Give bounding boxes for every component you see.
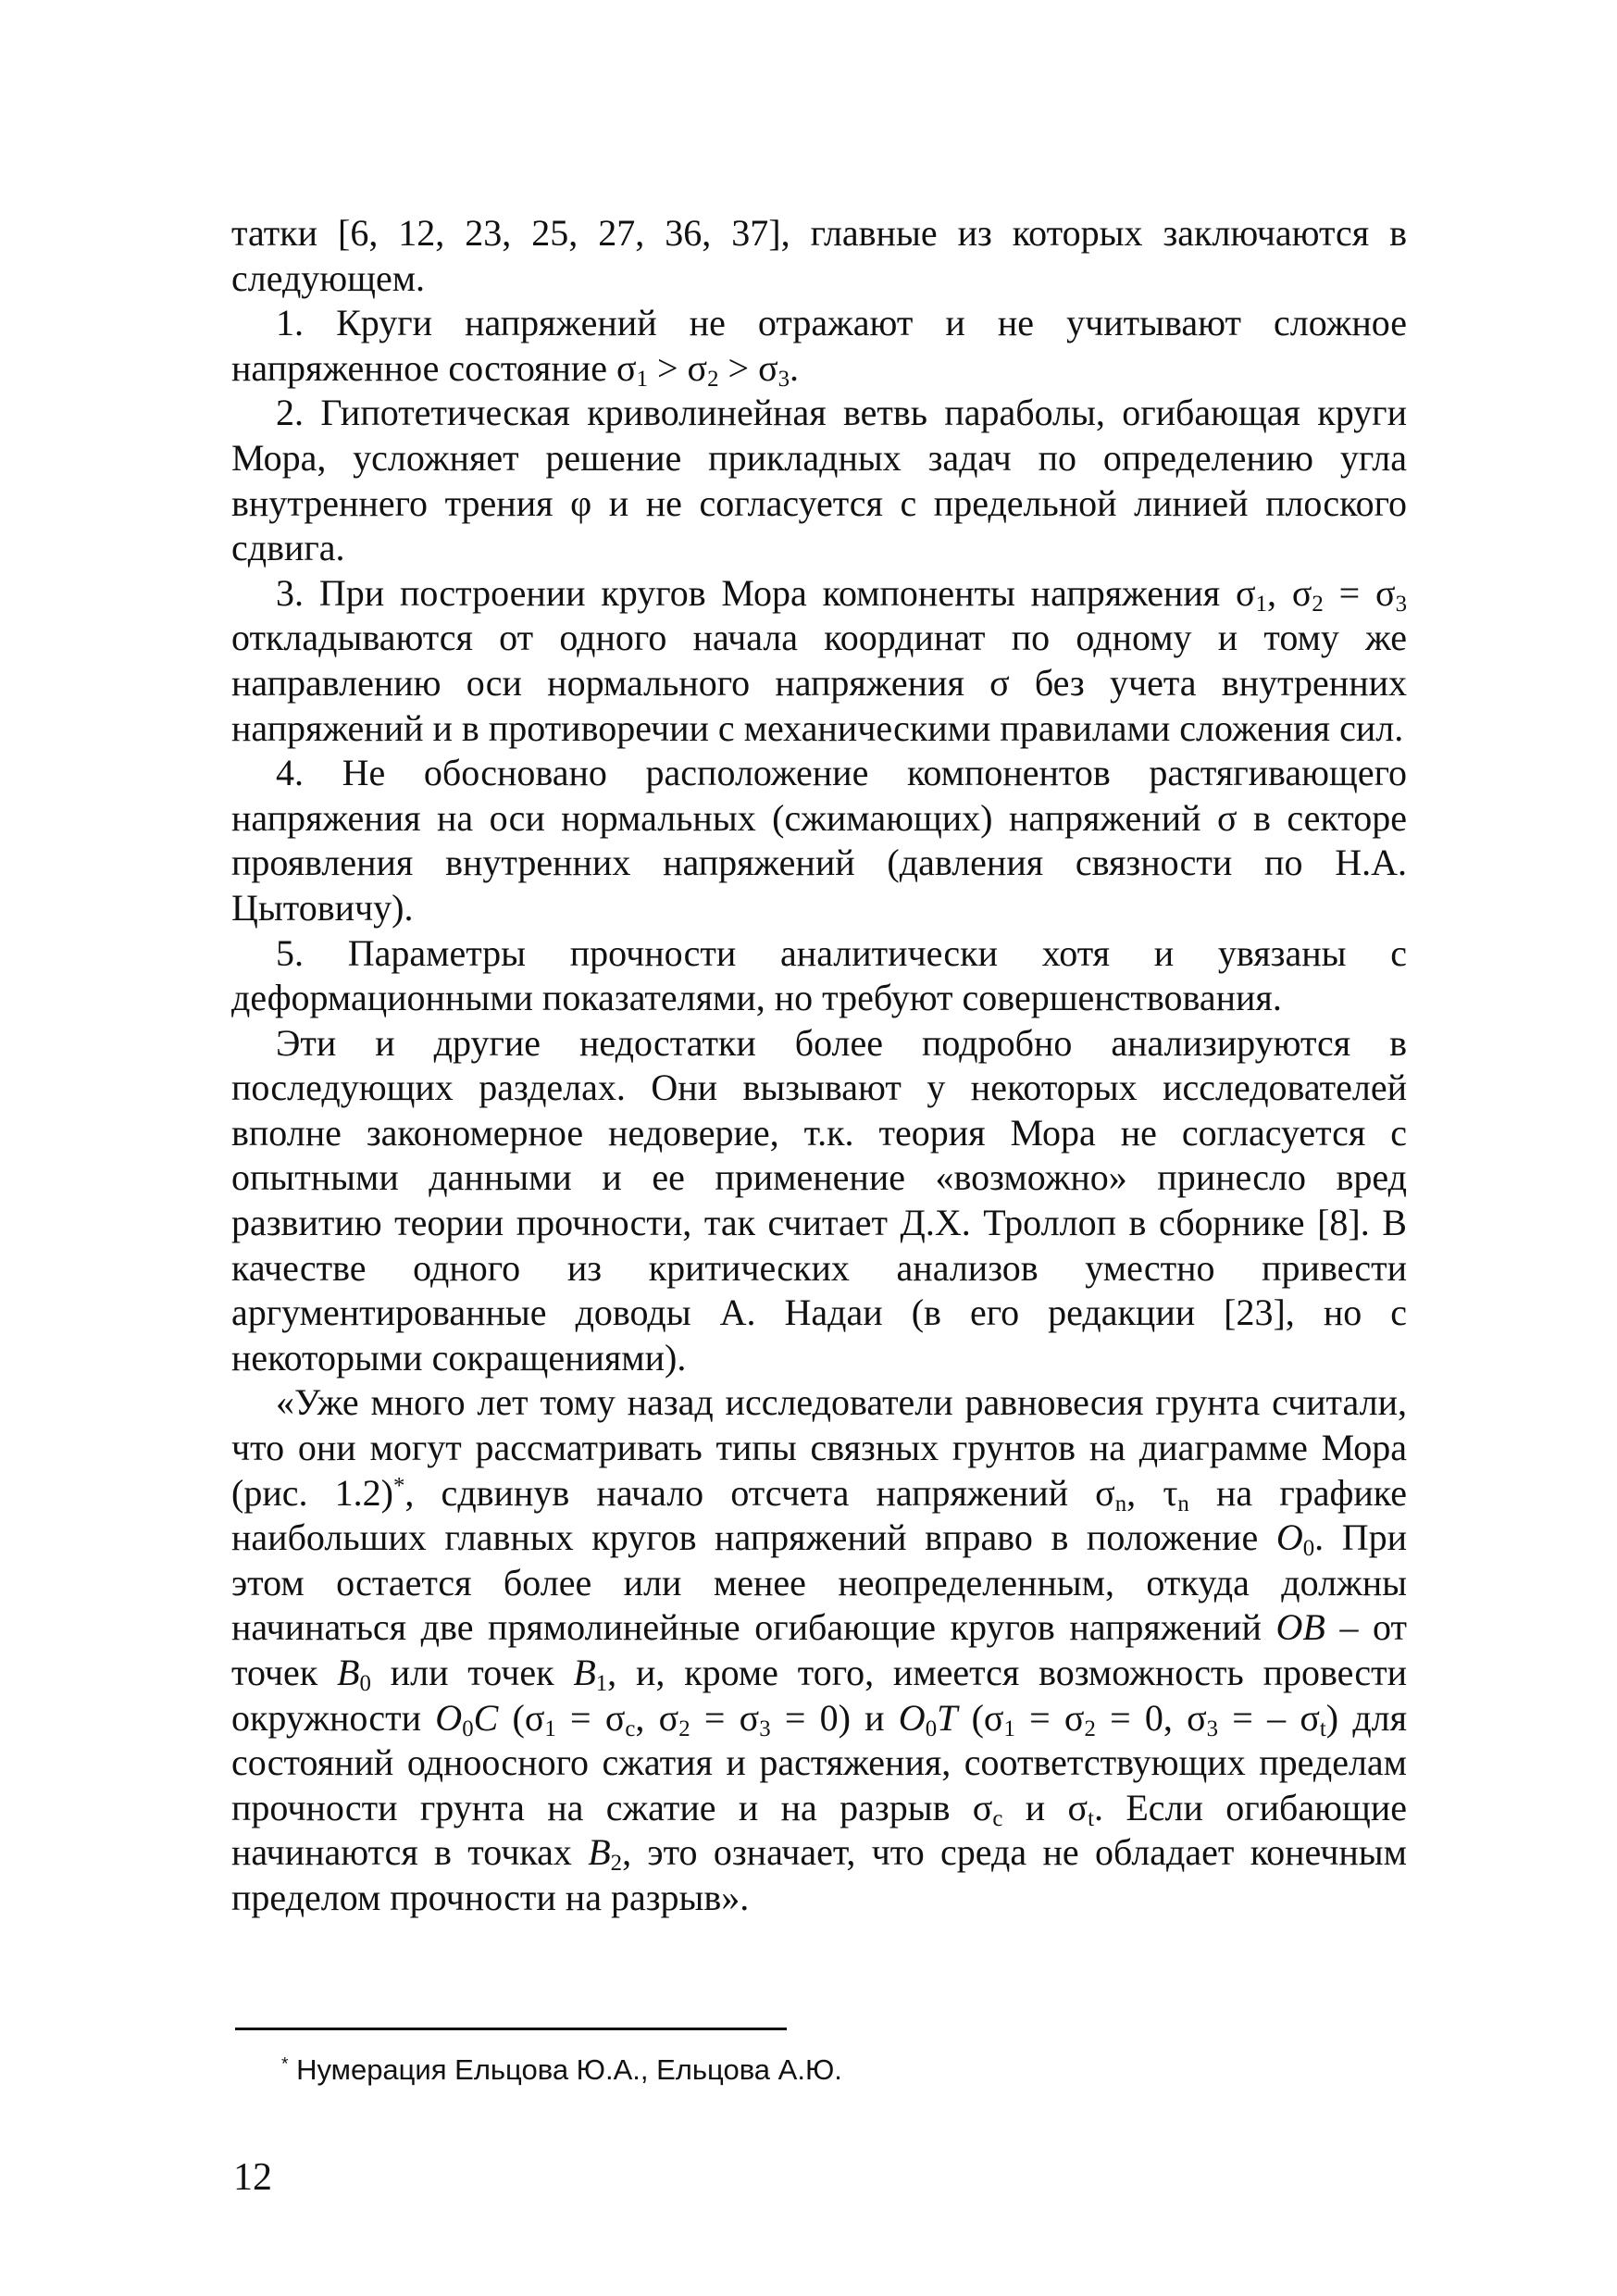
text: , σ bbox=[1267, 571, 1312, 614]
text: = – σ bbox=[1218, 1696, 1320, 1739]
footnote-divider bbox=[235, 2028, 787, 2030]
subscript: 1 bbox=[544, 1716, 556, 1741]
text: , это означает, что среда не обладает конечным пределом прочности на разрыв». bbox=[231, 1831, 1407, 1918]
text: = 0, σ bbox=[1095, 1696, 1207, 1739]
page-number: 12 bbox=[233, 2156, 272, 2199]
subscript: c bbox=[625, 1716, 636, 1741]
text: . При этом остается более или менее неопределенным, откуда должны начинаться две прямолинейные огибающие кругов напряжений bbox=[231, 1516, 1408, 1649]
text: «Уже много лет тому назад исследователи равновесия грунта считали, что они могут рассматривать типы связных грунтов на диаграмме Мора (рис. 1.2) bbox=[231, 1381, 1407, 1514]
text: (σ bbox=[957, 1696, 1004, 1739]
subscript: t bbox=[1319, 1716, 1326, 1741]
text: > σ bbox=[718, 346, 778, 389]
subscript: 0 bbox=[359, 1671, 371, 1697]
math-symbol: C bbox=[473, 1696, 499, 1739]
text: . Если огибающие начинаются в точках bbox=[231, 1786, 1407, 1874]
paragraph-quote bbox=[231, 1380, 1407, 1920]
text: – от точек bbox=[231, 1606, 1408, 1693]
subscript: n bbox=[1177, 1491, 1189, 1516]
subscript: 3 bbox=[1206, 1716, 1219, 1741]
list-item-3 bbox=[231, 571, 1407, 751]
text: > σ bbox=[647, 346, 708, 389]
text: ) для состояний одноосного сжатия и растяжения, соответствующих пределам прочности грунта на сжатие и на разрыв σ bbox=[231, 1696, 1408, 1828]
subscript: 0 bbox=[925, 1716, 938, 1741]
text: и σ bbox=[1002, 1786, 1088, 1828]
text: = 0) и bbox=[770, 1696, 899, 1739]
text: 1. Круги напряжений не отражают и не учитывают сложное напряженное состояние σ bbox=[231, 302, 1407, 389]
list-item-1 bbox=[231, 301, 1407, 391]
subscript: t bbox=[1088, 1805, 1094, 1831]
footnote-marker: * bbox=[392, 1473, 405, 1498]
subscript: n bbox=[1114, 1491, 1127, 1516]
footnote-text: Нумерация Ельцова Ю.А., Ельцова А.Ю. bbox=[288, 2053, 842, 2086]
subscript: 3 bbox=[777, 366, 790, 392]
text: = σ bbox=[1323, 571, 1396, 614]
page-body bbox=[231, 211, 1407, 1921]
text: или точек bbox=[370, 1652, 574, 1693]
subscript: 2 bbox=[707, 366, 719, 392]
text: на графике наибольших главных кругов напряжений вправо в положение bbox=[231, 1471, 1407, 1559]
text: , и, кроме того, имеется возможность провести окружности bbox=[231, 1652, 1408, 1739]
list-item-5: 5. Параметры прочности аналитически хотя и увязаны с деформационными показателями, но требуют совершенствования. bbox=[231, 931, 1407, 1019]
text: = σ bbox=[555, 1696, 626, 1739]
text: 3. При построении кругов Мора компоненты напряжения σ bbox=[276, 571, 1256, 614]
subscript: 0 bbox=[462, 1716, 474, 1741]
text: , сдвинув начало отсчета напряжений σ bbox=[404, 1471, 1115, 1514]
subscript: 3 bbox=[1395, 591, 1408, 617]
subscript: 1 bbox=[636, 366, 648, 392]
paragraph-intro: татки [6, 12, 23, 25, 27, 36, 37], главные из которых заключаются в следующем. bbox=[231, 212, 1407, 299]
text: . bbox=[790, 346, 800, 389]
footnote bbox=[281, 2052, 1207, 2089]
paragraph-discussion: Эти и другие недостатки более подробно анализируются в последующих разделах. Они вызывают у некоторых исследователей вполне закономерное недоверие, т.к. теория Мора не согласуется с опытными данными и ее применение «возможно» принесло вред развитию теории прочности, так считает Д.Х. Троллоп в сборнике [8]. В качестве одного из критических анализов уместно привести аргументированные доводы А. Надаи (в его редакции [23], но с некоторыми сокращениями). bbox=[231, 1021, 1407, 1379]
math-symbol: B bbox=[573, 1652, 596, 1693]
list-item-2: 2. Гипотетическая криволинейная ветвь параболы, огибающая круги Мора, усложняет решение прикладных задач по определению угла внутреннего трения φ и не согласуется с предельной линией плоского сдвига. bbox=[231, 392, 1407, 569]
math-symbol: O bbox=[898, 1696, 926, 1739]
subscript: 2 bbox=[678, 1716, 690, 1741]
text: , τ bbox=[1126, 1471, 1178, 1514]
subscript: 1 bbox=[1003, 1716, 1015, 1741]
footnote-marker: * bbox=[281, 2054, 289, 2075]
subscript: c bbox=[992, 1805, 1003, 1831]
subscript: 2 bbox=[610, 1851, 623, 1877]
subscript: 1 bbox=[595, 1671, 608, 1697]
math-symbol: O bbox=[1275, 1516, 1303, 1559]
subscript: 1 bbox=[1255, 591, 1267, 617]
math-symbol: OB bbox=[1275, 1606, 1325, 1649]
text: , σ bbox=[635, 1696, 679, 1739]
text: (σ bbox=[498, 1696, 545, 1739]
text: = σ bbox=[690, 1696, 760, 1739]
subscript: 2 bbox=[1312, 591, 1324, 617]
math-symbol: O bbox=[435, 1696, 463, 1739]
list-item-4: 4. Не обосновано расположение компонентов растягивающего напряжения на оси нормальных (сжимающих) напряжений σ в секторе проявления внутренних напряжений (давления связности по Н.А. Цытовичу). bbox=[231, 752, 1407, 929]
math-symbol: T bbox=[937, 1696, 958, 1739]
text: = σ bbox=[1014, 1696, 1085, 1739]
text: откладываются от одного начала координат по одному и тому же направлению оси нормального напряжения σ без учета внутренних напряжений и в противоречии с механическими правилами сложения сил. bbox=[231, 617, 1407, 749]
subscript: 0 bbox=[1302, 1536, 1315, 1562]
subscript: 3 bbox=[759, 1716, 771, 1741]
math-symbol: B bbox=[337, 1652, 360, 1693]
math-symbol: B bbox=[588, 1831, 611, 1874]
subscript: 2 bbox=[1084, 1716, 1096, 1741]
